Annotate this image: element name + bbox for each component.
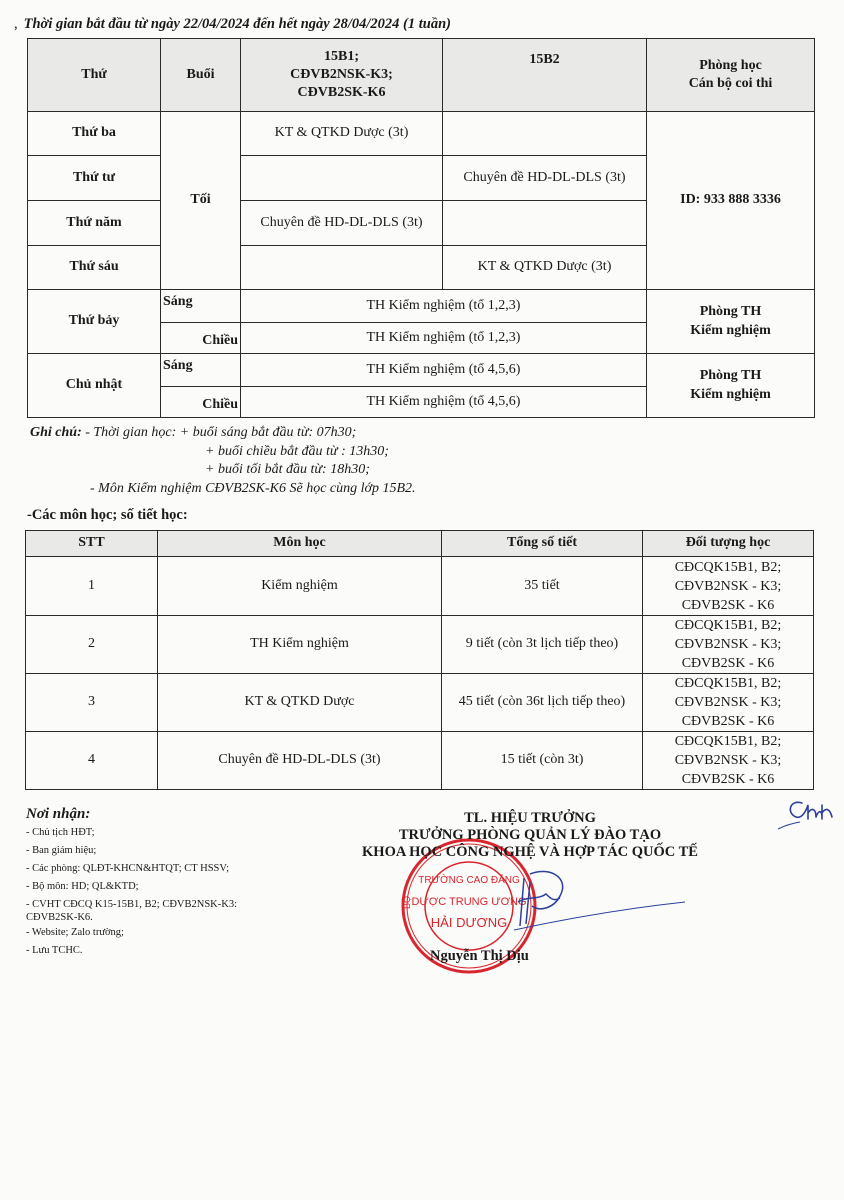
notes-label: Ghi chú:: [30, 425, 82, 440]
col-header-class2: 15B2: [443, 39, 647, 112]
col-header-target: Đối tượng học: [643, 531, 814, 557]
subjects-table: [25, 530, 814, 790]
subject-cell: TH Kiểm nghiệm (tổ 4,5,6): [241, 354, 647, 387]
day-cell: Thứ tư: [28, 156, 161, 201]
day-cell: Chủ nhật: [28, 354, 161, 418]
class1-cell: KT & QTKD Dược (3t): [241, 112, 443, 156]
class2-cell: KT & QTKD Dược (3t): [443, 246, 647, 290]
class2-cell: [443, 112, 647, 156]
subject-row: [26, 557, 814, 616]
period-text: Thời gian bắt đầu từ ngày 22/04/2024 đến hết ngày 28/04/2024 (1 tuần): [23, 16, 451, 32]
stamp-side-text: BỘ: [402, 895, 412, 909]
col-header-stt: STT: [26, 531, 158, 557]
periods-cell: 9 tiết (còn 3t lịch tiếp theo): [442, 616, 643, 674]
note-line: + buổi chiều bắt đầu từ : 13h30;: [205, 443, 389, 459]
recipients-section: [26, 806, 276, 962]
signature-block: [330, 810, 730, 861]
col-header-room: Phòng học Cán bộ coi thi: [647, 39, 815, 112]
col-header-day: Thứ: [28, 39, 161, 112]
weekly-schedule-table: [27, 38, 815, 418]
stamp-text-line2: DƯỢC TRUNG ƯƠNG: [411, 896, 527, 908]
session-cell: Chiều: [161, 387, 241, 418]
subject-row: [26, 732, 814, 790]
session-cell: Sáng: [161, 354, 241, 387]
stray-mark: ,: [14, 16, 18, 32]
subject-cell: KT & QTKD Dược: [158, 674, 442, 732]
col-header-subject: Môn học: [158, 531, 442, 557]
col-header-periods: Tổng số tiết: [442, 531, 643, 557]
schedule-row: [28, 290, 815, 323]
recipient-item: - Lưu TCHC.: [26, 945, 83, 956]
room-cell: ID: 933 888 3336: [647, 112, 815, 290]
day-cell: Thứ ba: [28, 112, 161, 156]
recipient-item: - Ban giám hiệu;: [26, 845, 97, 856]
subject-row: [26, 674, 814, 732]
periods-cell: 15 tiết (còn 3t): [442, 732, 643, 790]
subject-row: [26, 616, 814, 674]
stt-cell: 1: [26, 557, 158, 616]
target-cell: CĐCQK15B1, B2; CĐVB2NSK - K3; CĐVB2SK - K6: [643, 616, 814, 674]
stt-cell: 2: [26, 616, 158, 674]
stt-cell: 3: [26, 674, 158, 732]
class2-cell: [443, 201, 647, 246]
subject-cell: TH Kiểm nghiệm (tổ 4,5,6): [241, 387, 647, 418]
col-header-class1: 15B1; CĐVB2NSK-K3; CĐVB2SK-K6: [241, 39, 443, 112]
periods-cell: 35 tiết: [442, 557, 643, 616]
periods-cell: 45 tiết (còn 36t lịch tiếp theo): [442, 674, 643, 732]
day-cell: Thứ sáu: [28, 246, 161, 290]
day-cell: Thứ bảy: [28, 290, 161, 354]
schedule-header-row: [28, 39, 815, 112]
class1-cell: [241, 246, 443, 290]
signature-line: KHOA HỌC CÔNG NGHỆ VÀ HỢP TÁC QUỐC TẾ: [362, 844, 698, 860]
target-cell: CĐCQK15B1, B2; CĐVB2NSK - K3; CĐVB2SK - K6: [643, 732, 814, 790]
subject-cell: Kiểm nghiệm: [158, 557, 442, 616]
recipient-item: - Chủ tịch HĐT;: [26, 827, 95, 838]
stt-cell: 4: [26, 732, 158, 790]
signature-line: TRƯỞNG PHÒNG QUẢN LÝ ĐÀO TẠO: [398, 827, 662, 843]
note-line: - Môn Kiểm nghiệm CĐVB2SK-K6 Sẽ học cùng lớp 15B2.: [90, 480, 416, 496]
col-header-session: Buổi: [161, 39, 241, 112]
initials-signature: [772, 795, 838, 835]
session-cell: Tối: [161, 112, 241, 290]
subject-cell: TH Kiểm nghiệm (tổ 1,2,3): [241, 323, 647, 354]
subjects-header-row: [26, 531, 814, 557]
signer-name: Nguyễn Thị Dịu: [430, 948, 529, 964]
class1-cell: Chuyên đề HD-DL-DLS (3t): [241, 201, 443, 246]
signature-line: TL. HIỆU TRƯỞNG: [464, 810, 596, 826]
handwritten-signature: [510, 868, 690, 938]
recipients-heading: Nơi nhận:: [26, 806, 91, 822]
note-line: - Thời gian học: + buổi sáng bắt đầu từ: 07h30;: [81, 425, 357, 440]
day-cell: Thứ năm: [28, 201, 161, 246]
schedule-row: [28, 112, 815, 156]
schedule-period-title: [14, 16, 451, 33]
subject-cell: Chuyên đề HD-DL-DLS (3t): [158, 732, 442, 790]
session-cell: Chiều: [161, 323, 241, 354]
recipient-item: - Các phòng: QLĐT-KHCN&HTQT; CT HSSV;: [26, 863, 230, 874]
stamp-text-line1: TRƯỜNG CAO ĐẲNG: [418, 875, 520, 886]
target-cell: CĐCQK15B1, B2; CĐVB2NSK - K3; CĐVB2SK - K6: [643, 557, 814, 616]
class1-cell: [241, 156, 443, 201]
recipient-item: - Website; Zalo trường;: [26, 927, 124, 938]
subject-cell: TH Kiểm nghiệm: [158, 616, 442, 674]
target-cell: CĐCQK15B1, B2; CĐVB2NSK - K3; CĐVB2SK - K6: [643, 674, 814, 732]
subjects-heading: -Các môn học; số tiết học:: [27, 507, 188, 523]
recipient-item: - CVHT CĐCQ K15-15B1, B2; CĐVB2NSK-K3: CĐVB2SK-K6.: [26, 899, 237, 923]
note-line: + buổi tối bắt đầu từ: 18h30;: [205, 462, 370, 477]
room-cell: Phòng TH Kiểm nghiệm: [647, 290, 815, 354]
schedule-row: [28, 354, 815, 387]
class2-cell: Chuyên đề HD-DL-DLS (3t): [443, 156, 647, 201]
recipient-item: - Bộ môn: HD; QL&KTD;: [26, 881, 139, 892]
room-cell: Phòng TH Kiểm nghiệm: [647, 354, 815, 418]
subject-cell: TH Kiểm nghiệm (tổ 1,2,3): [241, 290, 647, 323]
stamp-text-line3: HẢI DƯƠNG: [430, 915, 508, 930]
session-cell: Sáng: [161, 290, 241, 323]
notes-section: [30, 424, 416, 498]
